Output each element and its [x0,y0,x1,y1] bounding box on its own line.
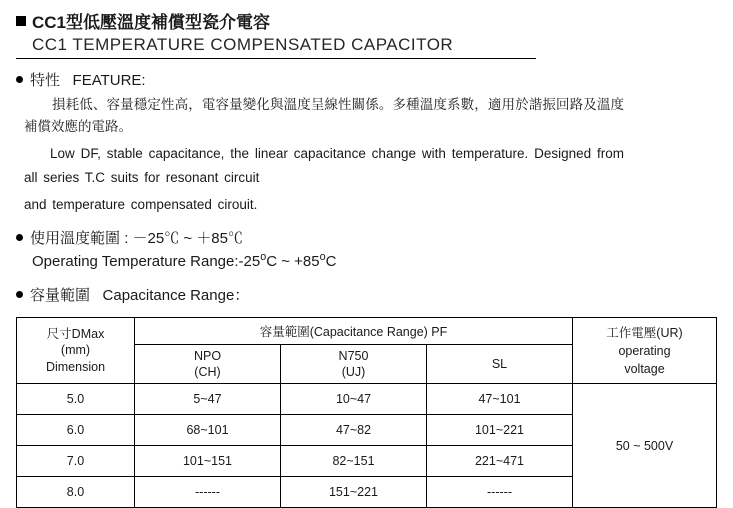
page-title-cn: CC1型低壓溫度補償型瓷介電容 [32,13,271,32]
sub-header-npo [135,345,281,384]
sub-header-n750-line2: (UJ) [341,365,366,380]
cell-n750: 47~82 [281,415,427,446]
voltage-header-line1: 工作電壓(UR) [606,325,683,340]
feature-heading-cn: 特性 [30,72,61,89]
sub-header-n750-line1: N750 [338,349,369,364]
dimension-header-line1: 尺寸DMax [46,326,105,341]
cell-dimension: 6.0 [17,415,135,446]
temperature-value-cn: : －25℃ ~ ＋85℃ [124,230,243,248]
cell-npo: 101~151 [135,446,281,477]
temperature-range-en: C ~ +85 [266,253,320,271]
temperature-heading-cn: 使用溫度範圍 [30,230,121,248]
cell-n750: 82~151 [281,446,427,477]
table-header-row-1 [17,318,717,345]
temperature-low-value: -25 [238,253,261,271]
capacitance-table [16,317,717,508]
cell-npo: 68~101 [135,415,281,446]
cell-dimension: 5.0 [17,384,135,415]
cell-dimension: 7.0 [17,446,135,477]
dot-bullet-icon [16,76,23,83]
dimension-header-line3: Dimension [45,360,106,375]
voltage-header-line2: operating [618,343,671,358]
dot-bullet-icon [16,291,23,298]
temperature-label-en: Operating Temperature Range: [32,253,239,271]
table-row [17,384,717,415]
temperature-unit-high: C [325,253,337,271]
cell-sl: ------ [427,477,573,508]
dimension-header-line2: (mm) [60,343,91,358]
sub-header-sl-line1: SL [491,357,508,372]
temperature-line-en [32,251,733,270]
feature-heading-en: FEATURE: [72,72,146,89]
feature-text-block [24,94,624,217]
feature-paragraph-en-line2: and temperature compensated cirouit. [24,197,258,213]
cell-dimension: 8.0 [17,477,135,508]
cell-sl: 221~471 [427,446,573,477]
square-bullet-icon [16,16,26,26]
degree-icon: o [260,251,267,264]
section-feature-heading [16,69,733,90]
cell-npo: ------ [135,477,281,508]
capacitance-table-wrapper [16,317,716,508]
feature-paragraph-en-line1: Low DF, stable capacitance, the linear capacitance change with temperature. Designed from all series T.C suits for resonant circuit [24,145,624,185]
voltage-header-cell [573,318,717,384]
title-row [16,8,733,33]
section-temperature-heading [16,227,733,248]
dimension-header-cell [17,318,135,384]
capacitance-heading-colon: ： [234,287,250,305]
cell-voltage-value: 50 ~ 500V [573,384,717,508]
capacitance-heading-en: Capacitance Range [102,287,235,305]
sub-header-npo-line1: NPO [193,349,222,364]
cell-n750: 10~47 [281,384,427,415]
sub-header-npo-line2: (CH) [194,365,221,380]
dot-bullet-icon [16,234,23,241]
cell-sl: 101~221 [427,415,573,446]
cell-npo: 5~47 [135,384,281,415]
feature-paragraph-cn: 損耗低、容量穩定性高，電容量變化與溫度呈線性關係。多種溫度系數，適用於諧振回路及溫度補償效應的電路。 [24,97,624,135]
section-capacitance-heading [16,284,733,305]
voltage-header-line3: voltage [624,361,665,376]
sub-header-n750 [281,345,427,384]
datasheet-page [0,8,733,500]
capacitance-heading-cn: 容量範圍 [30,287,91,305]
capacitance-group-header: 容量範圍(Capacitance Range) PF [135,318,573,345]
title-divider [16,58,536,59]
cell-n750: 151~221 [281,477,427,508]
sub-header-sl [427,345,573,384]
page-title-en: CC1 TEMPERATURE COMPENSATED CAPACITOR [32,35,454,54]
degree-icon: o [319,251,326,264]
cell-sl: 47~101 [427,384,573,415]
